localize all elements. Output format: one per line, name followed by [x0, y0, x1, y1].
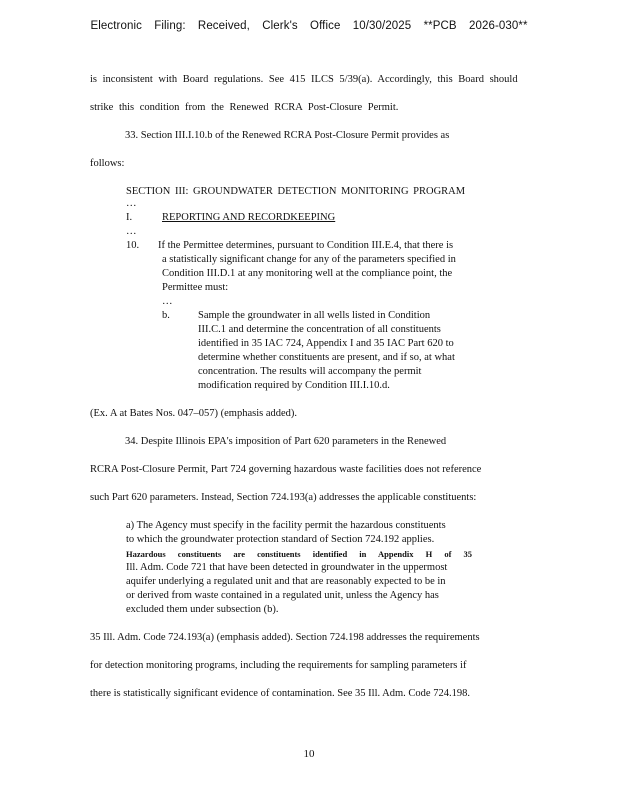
quote-line: concentration. The results will accompany the permit — [198, 366, 422, 377]
paragraph-33-start: 33. Section III.I.10.b of the Renewed RCRA Post-Closure Permit provides as — [125, 130, 450, 141]
body-line: there is statistically significant evidence of contamination. See 35 Ill. Adm. Code 724.198. — [90, 688, 470, 699]
list-number: 10. — [126, 240, 140, 251]
filing-header: Electronic Filing: Received, Clerk's Office 10/30/2025 **PCB 2026-030** — [90, 20, 528, 32]
quote-line: determine whether constituents are present, and if so, at what — [198, 352, 455, 363]
ellipsis: … — [126, 198, 137, 209]
quote-line: Permittee must: — [162, 282, 229, 293]
quote-line: identified in 35 IAC 724, Appendix I and 35 IAC Part 620 to — [198, 338, 454, 349]
block-quote-line: excluded them under subsection (b). — [126, 604, 279, 615]
quote-subheading: REPORTING AND RECORDKEEPING — [162, 212, 336, 223]
citation: (Ex. A at Bates Nos. 047–057) (emphasis added). — [90, 408, 298, 419]
paragraph-34-start: 34. Despite Illinois EPA's imposition of Part 620 parameters in the Renewed — [125, 436, 447, 447]
body-line: is inconsistent with Board regulations. See 415 ILCS 5/39(a). Accordingly, this Board should — [90, 74, 518, 85]
block-quote-emphasis: Hazardous constituents are constituents identified in Appendix H of 35 — [126, 549, 473, 559]
body-line: 35 Ill. Adm. Code 724.193(a) (emphasis added). Section 724.198 addresses the requirements — [90, 632, 480, 643]
ellipsis: … — [162, 296, 173, 307]
quote-line: Sample the groundwater in all wells listed in Condition — [198, 310, 431, 321]
quote-line: modification required by Condition III.I.10.d. — [198, 380, 390, 391]
quote-line: If the Permittee determines, pursuant to Condition III.E.4, that there is — [158, 240, 454, 251]
block-quote-line: Ill. Adm. Code 721 that have been detected in groundwater in the uppermost — [126, 562, 448, 573]
quote-line: Condition III.D.1 at any monitoring well at the compliance point, the — [162, 268, 453, 279]
quote-line: a statistically significant change for any of the parameters specified in — [162, 254, 456, 265]
body-line: for detection monitoring programs, including the requirements for sampling parameters if — [90, 660, 467, 671]
body-line: follows: — [90, 158, 125, 169]
quote-line: III.C.1 and determine the concentration of all constituents — [198, 324, 441, 335]
quote-section-heading: SECTION III: GROUNDWATER DETECTION MONITORING PROGRAM — [126, 186, 466, 197]
list-number: I. — [126, 212, 133, 223]
body-line: RCRA Post-Closure Permit, Part 724 governing hazardous waste facilities does not reference — [90, 464, 482, 475]
list-letter: b. — [162, 310, 170, 321]
block-quote-line: or derived from waste contained in a regulated unit, unless the Agency has — [126, 590, 439, 601]
ellipsis: … — [126, 226, 137, 237]
body-line: strike this condition from the Renewed RCRA Post-Closure Permit. — [90, 102, 399, 113]
body-line: such Part 620 parameters. Instead, Section 724.193(a) addresses the applicable constituents: — [90, 492, 477, 503]
block-quote-line: to which the groundwater protection standard of Section 724.192 applies. — [126, 534, 435, 545]
block-quote-line: a) The Agency must specify in the facility permit the hazardous constituents — [126, 520, 446, 531]
block-quote-line: aquifer underlying a regulated unit and that are reasonably expected to be in — [126, 576, 446, 587]
page-number: 10 — [303, 748, 315, 760]
